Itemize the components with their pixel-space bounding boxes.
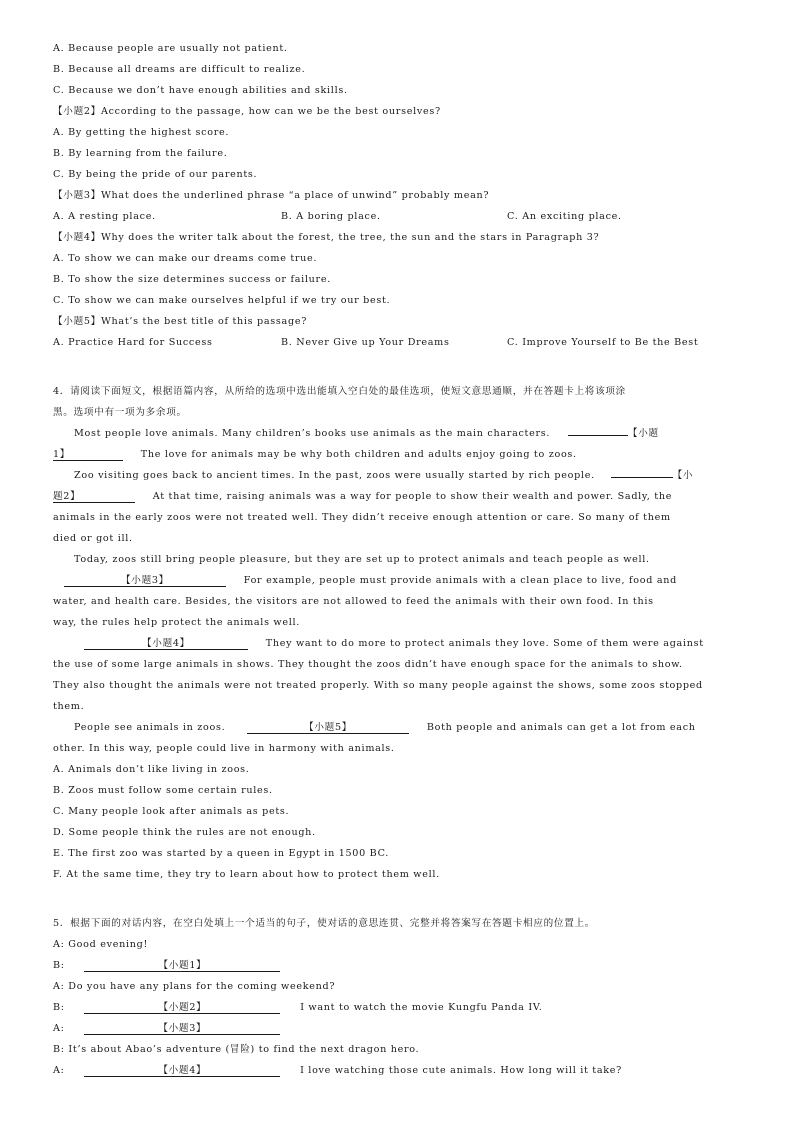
passage-text: They want to do more to protect animals they love. Some of them were against	[265, 638, 704, 649]
dialogue-line	[53, 1065, 622, 1077]
passage-text: Both people and animals can get a lot from each	[426, 722, 696, 733]
passage-line: Today, zoos still bring people pleasure, but they are set up to protect animals and teach people as well.	[74, 554, 650, 565]
passage-line	[74, 428, 659, 440]
speaker-label: B:	[53, 960, 65, 971]
passage-line	[53, 491, 672, 503]
passage-line: the use of some large animals in shows. They thought the zoos didn’t have enough space for the animals to show.	[53, 659, 683, 670]
passage-line	[53, 449, 577, 461]
passage-line: water, and health care. Besides, the visitors are not allowed to feed the animals with their own food. In this	[53, 596, 654, 607]
blank-label: 【小题1】	[158, 960, 207, 971]
blank-label: 【小题4】	[142, 638, 190, 649]
blank-label: 【小题	[627, 428, 659, 439]
answer-blank[interactable]	[611, 477, 673, 478]
dialogue-line: A: Good evening!	[53, 939, 149, 950]
passage-line	[74, 722, 696, 734]
option-line: C. Because we don’t have enough abilities and skills.	[53, 85, 348, 96]
answer-blank[interactable]	[64, 575, 226, 587]
speaker-label: B:	[53, 1002, 65, 1013]
blank-label: 【小题3】	[158, 1023, 207, 1034]
question-line: 【小题2】According to the passage, how can we be the best ourselves?	[53, 106, 441, 117]
passage-text: Zoo visiting goes back to ancient times. In the past, zoos were usually started by rich people.	[74, 470, 595, 481]
dialogue-line	[53, 1023, 280, 1035]
blank-label: 【小题4】	[158, 1065, 207, 1076]
option-line: C. To show we can make ourselves helpful if we try our best.	[53, 295, 391, 306]
option-line: D. Some people think the rules are not enough.	[53, 827, 316, 838]
option-line: A. Because people are usually not patient.	[53, 43, 288, 54]
option-line: B. By learning from the failure.	[53, 148, 228, 159]
passage-line: They also thought the animals were not treated properly. With so many people against the shows, some zoos stopped	[53, 680, 703, 691]
option-line: E. The first zoo was started by a queen in Egypt in 1500 BC.	[53, 848, 390, 859]
option-line: A. Animals don’t like living in zoos.	[53, 764, 250, 775]
passage-line: other. In this way, people could live in harmony with animals.	[53, 743, 395, 754]
section-instructions: 5．根据下面的对话内容，在空白处填上一个适当的句子，使对话的意思连贯、完整并将答案写在答题卡相应的位置上。	[53, 918, 596, 929]
answer-blank[interactable]	[568, 435, 628, 436]
blank-label: 【小题5】	[304, 722, 353, 733]
answer-blank[interactable]	[84, 1065, 280, 1077]
dialogue-line: B: It’s about Abao’s adventure (冒险) to find the next dragon hero.	[53, 1044, 420, 1055]
blank-label: 【小	[672, 470, 694, 481]
passage-line: way, the rules help protect the animals well.	[53, 617, 301, 628]
question-line: 【小题5】What’s the best title of this passage?	[53, 316, 308, 327]
option-line: B. Zoos must follow some certain rules.	[53, 785, 273, 796]
option-line: F. At the same time, they try to learn about how to protect them well.	[53, 869, 440, 880]
dialogue-line	[53, 960, 280, 972]
answer-blank[interactable]	[84, 638, 248, 650]
question-line: 【小题4】Why does the writer talk about the forest, the tree, the sun and the stars in Paragraph 3?	[53, 232, 600, 243]
answer-blank[interactable]	[53, 491, 135, 503]
dialogue-line	[53, 1002, 543, 1014]
speaker-label: A:	[53, 1065, 65, 1076]
passage-text: At that time, raising animals was a way for people to show their wealth and power. Sadly, the	[152, 491, 673, 502]
answer-blank[interactable]	[53, 449, 123, 461]
answer-blank[interactable]	[84, 960, 280, 972]
option-line: C. By being the pride of our parents.	[53, 169, 258, 180]
section-instructions: 4．请阅读下面短文，根据语篇内容，从所给的选项中选出能填入空白处的最佳选项，使短文意思通顺，并在答题卡上将该项涂	[53, 386, 626, 397]
option-line: B. Never Give up Your Dreams	[281, 337, 450, 348]
option-line: B. Because all dreams are difficult to realize.	[53, 64, 306, 75]
option-line: C. An exciting place.	[507, 211, 622, 222]
option-line: A. To show we can make our dreams come true.	[53, 253, 318, 264]
passage-text: People see animals in zoos.	[74, 722, 226, 733]
passage-line: animals in the early zoos were not treated well. They didn’t receive enough attention or care. So many of them	[53, 512, 671, 523]
option-line: C. Many people look after animals as pets.	[53, 806, 290, 817]
blank-label: 1】	[53, 449, 71, 460]
dialogue-line: A: Do you have any plans for the coming weekend?	[53, 981, 336, 992]
question-line: 【小题3】What does the underlined phrase “a place of unwind” probably mean?	[53, 190, 490, 201]
blank-label: 题2】	[53, 491, 81, 502]
section-instructions: 黑。选项中有一项为多余项。	[53, 407, 187, 418]
option-line: B. To show the size determines success or failure.	[53, 274, 331, 285]
passage-text: Most people love animals. Many children’s books use animals as the main characters.	[74, 428, 551, 439]
speaker-label: A:	[53, 1023, 65, 1034]
passage-line	[64, 575, 677, 587]
dialogue-text: I want to watch the movie Kungfu Panda IV.	[300, 1002, 543, 1013]
passage-text: The love for animals may be why both children and adults enjoy going to zoos.	[140, 449, 577, 460]
option-line: A. Practice Hard for Success	[53, 337, 213, 348]
answer-blank[interactable]	[84, 1002, 280, 1014]
dialogue-text: I love watching those cute animals. How long will it take?	[300, 1065, 623, 1076]
answer-blank[interactable]	[247, 722, 409, 734]
option-line: B. A boring place.	[281, 211, 381, 222]
passage-line	[84, 638, 704, 650]
blank-label: 【小题2】	[158, 1002, 207, 1013]
option-line: C. Improve Yourself to Be the Best	[507, 337, 699, 348]
passage-line: died or got ill.	[53, 533, 133, 544]
passage-line: them.	[53, 701, 85, 712]
passage-text: For example, people must provide animals with a clean place to live, food and	[243, 575, 677, 586]
passage-line	[74, 470, 693, 482]
option-line: A. By getting the highest score.	[53, 127, 230, 138]
option-line: A. A resting place.	[53, 211, 156, 222]
blank-label: 【小题3】	[121, 575, 169, 586]
answer-blank[interactable]	[84, 1023, 280, 1035]
